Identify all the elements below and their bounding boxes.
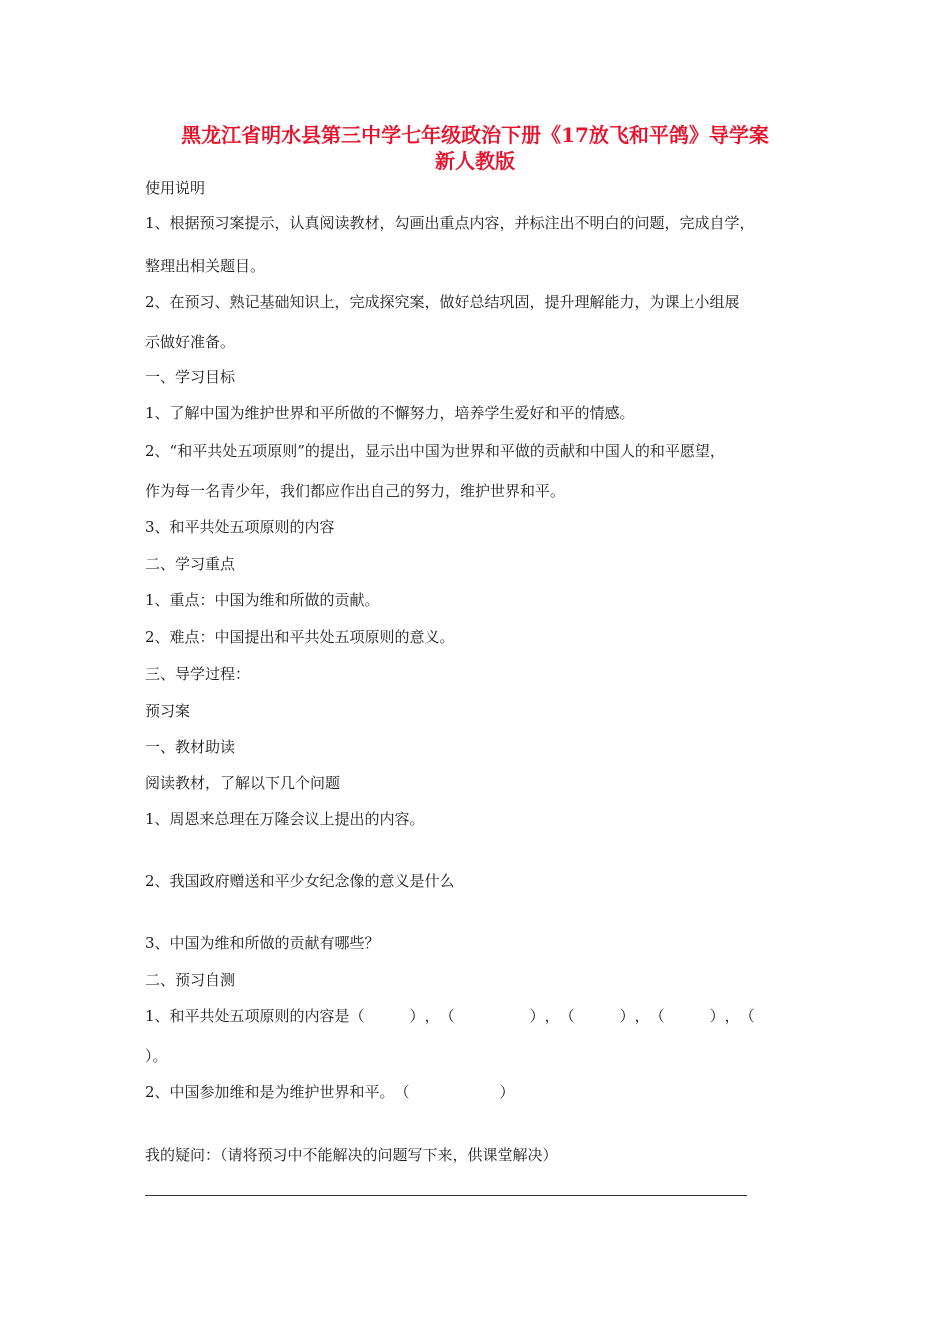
answer-blank-5-open[interactable]: （ <box>739 1007 755 1025</box>
reading-question-3: 3、中国为维和所做的贡献有哪些？ <box>145 934 380 952</box>
selftest-item-1-text: 1、和平共处五项原则的内容是 <box>145 1007 350 1025</box>
answer-blank-3[interactable]: （ ） <box>559 1007 635 1025</box>
instruction-item-2b: 示做好准备。 <box>145 333 236 351</box>
preview-heading: 预习案 <box>145 702 191 720</box>
document-title-line1: 黑龙江省明水县第三中学七年级政治下册《17放飞和平鸽》导学案 <box>181 123 769 147</box>
separator: ， <box>424 1007 440 1025</box>
selftest-heading: 二、预习自测 <box>145 971 236 989</box>
goal-item-3: 3、和平共处五项原则的内容 <box>145 518 335 536</box>
focus-heading: 二、学习重点 <box>145 555 236 573</box>
instruction-item-1a: 1、根据预习案提示，认真阅读教材，勾画出重点内容，并标注出不明白的问题，完成自学， <box>145 214 755 232</box>
instruction-item-2a: 2、在预习、熟记基础知识上，完成探究案，做好总结巩固，提升理解能力，为课上小组展 <box>145 293 740 311</box>
reading-heading: 一、教材助读 <box>145 738 236 756</box>
answer-blank-6[interactable]: （ ） <box>394 1083 515 1101</box>
doubts-prompt: 我的疑问：（请将预习中不能解决的问题写下来，供课堂解决） <box>145 1146 558 1164</box>
focus-item-2: 2、难点：中国提出和平共处五项原则的意义。 <box>145 628 455 646</box>
focus-item-1: 1、重点：中国为维和所做的贡献。 <box>145 591 380 609</box>
answer-blank-1[interactable]: （ ） <box>349 1007 425 1025</box>
goals-heading: 一、学习目标 <box>145 368 236 386</box>
answer-blank-2[interactable]: （ ） <box>439 1007 545 1025</box>
separator: ， <box>544 1007 560 1025</box>
goal-item-2a: 2、“和平共处五项原则”的提出，显示出中国为世界和平做的贡献和中国人的和平愿望， <box>145 442 725 460</box>
selftest-item-2-text: 2、中国参加维和是为维护世界和平。 <box>145 1083 395 1101</box>
answer-blank-4[interactable]: （ ） <box>649 1007 725 1025</box>
goal-item-2b: 作为每一名青少年，我们都应作出自己的努力，维护世界和平。 <box>145 482 566 500</box>
instructions-heading: 使用说明 <box>145 179 206 197</box>
reading-question-2: 2、我国政府赠送和平少女纪念像的意义是什么 <box>145 872 455 890</box>
doubts-answer-line[interactable] <box>145 1195 747 1196</box>
document-title-line2: 新人教版 <box>435 149 515 173</box>
selftest-item-1-continuation: ）。 <box>145 1047 168 1065</box>
selftest-item-1 <box>145 1006 755 1026</box>
reading-question-1: 1、周恩来总理在万隆会议上提出的内容。 <box>145 810 425 828</box>
separator: ， <box>724 1007 740 1025</box>
instruction-item-1b: 整理出相关题目。 <box>145 257 266 275</box>
separator: ， <box>634 1007 650 1025</box>
reading-intro: 阅读教材，了解以下几个问题 <box>145 774 341 792</box>
process-heading: 三、导学过程： <box>145 665 251 683</box>
selftest-item-2 <box>145 1082 515 1102</box>
goal-item-1: 1、了解中国为维护世界和平所做的不懈努力，培养学生爱好和平的情感。 <box>145 404 635 422</box>
